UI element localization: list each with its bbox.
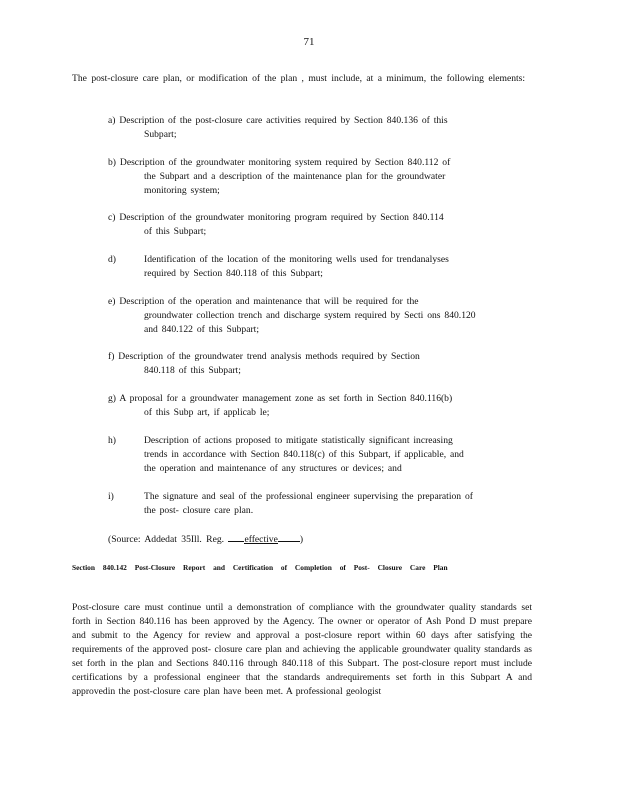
list-item-text: the Subpart and a description of the maintenance plan for the groundwater (144, 171, 446, 182)
list-item-text: Description of actions proposed to mitigate statistically significant increasing (144, 435, 453, 446)
list-item-d (108, 253, 538, 281)
list-item-g (108, 392, 538, 420)
list-item-text: trends in accordance with Section 840.118(c) of this Subpart, if applicable, and (144, 449, 464, 460)
list-item-text: groundwater collection trench and discharge system required by Secti ons 840.120 (144, 310, 476, 321)
list-item-text: c) Description of the groundwater monitoring program required by Section 840.114 (108, 212, 444, 223)
list-item-marker: i) (108, 491, 114, 502)
list-item-text: Subpart; (144, 129, 177, 140)
source-prefix: (Source: Addedat 35Ill. Reg. (108, 534, 225, 545)
list-item-text: Identification of the location of the monitoring wells used for trendanalyses (144, 254, 449, 265)
list-item-h (108, 434, 538, 476)
blank-line (228, 531, 244, 542)
list-item-text: the post- closure care plan. (144, 505, 254, 516)
list-item-i (108, 490, 538, 518)
list-item-a (108, 114, 538, 142)
list-item-text: of this Subp art, if applicab le; (144, 407, 270, 418)
source-note (108, 531, 303, 547)
list-item-c (108, 211, 538, 239)
source-effective: effective (244, 534, 278, 545)
list-item-e (108, 295, 538, 337)
list-item-text: b) Description of the groundwater monitoring system required by Section 840.112 of (108, 157, 451, 168)
list-item-text: f) Description of the groundwater trend analysis methods required by Section (108, 351, 420, 362)
body-paragraph: Post-closure care must continue until a demonstration of compliance with the groundwater quality standards set forth in Section 840.116 has been approved by the Agency. The owner or operator of Ash Pond D must prepare and submit to the Agency for review and approval a post-closure report within 60 days after satisfying the requirements of the approved post- closure care plan and achieving the applicable groundwater quality standards as set forth in the plan and Sections 840.116 through 840.118 of this Subpart. The post-closure report must include certifications by a professional engineer that the standards andrequirements set forth in this Subpart A and approvedin the post-closure care plan have been met. A professional geologist (72, 602, 532, 697)
list-item-text: required by Section 840.118 of this Subpart; (144, 268, 323, 279)
list-item-text: a) Description of the post-closure care activities required by Section 840.136 of this (108, 115, 448, 126)
list-item-text: of this Subpart; (144, 226, 207, 237)
list-item-text: g) A proposal for a groundwater management zone as set forth in Section 840.116(b) (108, 393, 453, 404)
list-item-text: and 840.122 of this Subpart; (144, 324, 259, 335)
page-number: 71 (303, 36, 315, 48)
list-item-f (108, 350, 538, 378)
list-item-text: 840.118 of this Subpart; (144, 365, 241, 376)
list-item-text: The signature and seal of the professional engineer supervising the preparation of (144, 491, 473, 502)
intro-paragraph: The post-closure care plan, or modification of the plan , must include, at a minimum, the following elements: (72, 73, 526, 84)
source-suffix: ) (299, 534, 304, 545)
list-item-text: monitoring system; (144, 185, 220, 196)
section-heading: Section 840.142 Post-Closure Report and Certification of Completion of Post- Closure Care Plan (72, 563, 448, 572)
list-item-b (108, 156, 538, 198)
list-item-marker: d) (108, 254, 116, 265)
list-item-text: e) Description of the operation and maintenance that will be required for the (108, 296, 419, 307)
blank-line (278, 531, 300, 542)
list-item-marker: h) (108, 435, 116, 446)
list-item-text: the operation and maintenance of any structures or devices; and (144, 463, 402, 474)
